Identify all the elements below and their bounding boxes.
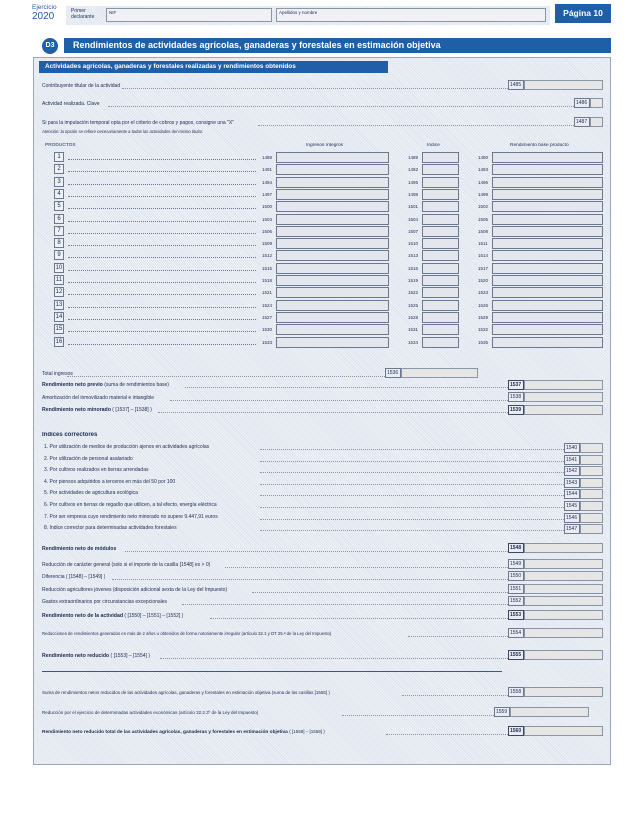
- indice-box-label: 1492: [408, 167, 419, 173]
- ingresos-box-label: 1527: [262, 314, 273, 320]
- total-input[interactable]: [524, 726, 603, 736]
- declarante-label: Primer declarante: [71, 8, 95, 20]
- indice-corrector-box: 1547: [564, 524, 580, 534]
- ingresos-box-label: 1530: [262, 327, 273, 333]
- indice-box-label: 1522: [408, 290, 419, 296]
- rend-previo-label: Rendimiento neto previo: [42, 382, 103, 388]
- product-name-input[interactable]: [68, 265, 256, 271]
- ingresos-input[interactable]: [276, 275, 389, 286]
- rendimiento-input[interactable]: [492, 238, 603, 249]
- product-row-number: 11: [55, 277, 63, 283]
- product-name-input[interactable]: [68, 289, 256, 295]
- box-1552: 1552: [508, 596, 524, 606]
- box-1486: 1486: [574, 98, 590, 108]
- ingresos-box-label: 1506: [262, 228, 273, 234]
- indice-input[interactable]: [422, 238, 459, 249]
- ingresos-box-label: 1518: [262, 278, 273, 283]
- product-name-input[interactable]: [68, 302, 256, 308]
- reduccion-322-dots: [342, 711, 494, 716]
- diferencia-label: Diferencia ( [1548] – [1549] ): [42, 574, 106, 580]
- ingresos-box-label: 1494: [262, 179, 273, 185]
- page-number-badge: Página 10: [555, 4, 611, 23]
- rend-actividad-dots: [210, 614, 508, 619]
- amortizacion-label: Amortización del inmovilizado material e intangible: [42, 395, 154, 401]
- col-ingresos-header: Ingresos íntegros: [306, 143, 344, 148]
- indice-input[interactable]: [422, 164, 459, 175]
- rendimiento-input[interactable]: [492, 226, 603, 237]
- product-row-number: 2: [54, 164, 64, 174]
- indices-heading: Índices correctores: [42, 432, 98, 438]
- product-row-number: 13: [55, 301, 63, 308]
- reduccion-322-input[interactable]: [510, 707, 589, 717]
- box-1538: 1538: [508, 392, 524, 402]
- agricultores-jovenes-input[interactable]: [524, 584, 603, 594]
- rend-actividad-label: Rendimiento neto de la actividad: [42, 613, 123, 619]
- product-row-number: 15: [55, 326, 63, 333]
- product-row-number: 3: [54, 177, 64, 187]
- indice-corrector-dots: [260, 480, 564, 485]
- indice-input[interactable]: [422, 287, 459, 298]
- indice-corrector-box: 1545: [564, 501, 580, 511]
- indice-corrector-box: 1544: [564, 489, 580, 499]
- rendimiento-input[interactable]: [492, 312, 603, 323]
- indice-corrector-box: 1542: [564, 466, 580, 476]
- rend-actividad-row: [42, 613, 183, 619]
- agricultores-jovenes-dots: [252, 588, 508, 593]
- ingresos-input[interactable]: [276, 226, 389, 237]
- imputacion-checkbox[interactable]: [590, 117, 603, 127]
- rendimiento-input[interactable]: [492, 177, 603, 188]
- reducciones-irregular-label: Reducciones de rendimientos generados en más de 2 años u obtenidos de forma notoriamente irregular (artículo 32.1 y DT 25.ª de la Ley del Impuesto): [42, 631, 332, 636]
- box-1551: 1551: [508, 584, 524, 594]
- ingresos-input[interactable]: [276, 324, 389, 335]
- box-1558: 1558: [508, 687, 524, 697]
- indice-corrector-dots: [260, 515, 564, 520]
- rendimiento-box-label: 1511: [478, 241, 488, 247]
- rend-reducido-note: ( [1553] – [1554] ): [110, 653, 151, 659]
- rendimiento-box-label: 1535: [478, 339, 489, 345]
- indice-corrector-input[interactable]: [580, 501, 603, 511]
- rendimiento-box-label: 1514: [478, 253, 489, 259]
- product-name-input[interactable]: [68, 339, 256, 345]
- box-1537: 1537: [508, 380, 524, 390]
- col-rendimiento-header: Rendimiento base producto: [510, 143, 569, 148]
- year-label: 2020: [32, 11, 55, 22]
- ingresos-box-label: 1524: [262, 302, 273, 308]
- total-ingresos-input[interactable]: [401, 368, 478, 378]
- indice-corrector-dots: [260, 445, 564, 450]
- total-label: Rendimiento neto reducido total de las actividades agrícolas, ganaderas y forestales en estimación objetiva: [42, 730, 288, 735]
- total-dots: [386, 730, 508, 735]
- indice-input[interactable]: [422, 324, 459, 335]
- rend-previo-dots: [185, 383, 508, 388]
- indice-corrector-box: 1540: [564, 443, 580, 453]
- indice-input[interactable]: [422, 152, 459, 163]
- box-1555: 1555: [508, 650, 524, 660]
- total-ingresos-dots: [67, 372, 385, 377]
- imputacion-label: Si para la imputación temporal opta por el criterio de cobros y pagos, consigne una "X": [42, 120, 234, 126]
- rend-previo-input[interactable]: [524, 380, 603, 390]
- ingresos-box-label: 1497: [262, 191, 273, 197]
- product-name-input[interactable]: [68, 179, 256, 185]
- section-title: Rendimientos de actividades agrícolas, ganaderas y forestales en estimación objetiva: [73, 40, 441, 50]
- reducciones-irregular-input[interactable]: [524, 628, 603, 638]
- rend-reducido-input[interactable]: [524, 650, 603, 660]
- rendimiento-input[interactable]: [492, 275, 603, 286]
- rend-actividad-note: ( [1550] – [1551] – [1552] ): [124, 613, 184, 619]
- diferencia-input[interactable]: [524, 571, 603, 581]
- total-ingresos-label: Total ingresos: [42, 371, 73, 377]
- indice-corrector-input[interactable]: [580, 455, 603, 465]
- product-name-input[interactable]: [68, 252, 256, 258]
- indice-corrector-label: 5. Por actividades de agricultura ecológica: [44, 490, 138, 497]
- rendimiento-box-label: 1502: [478, 204, 489, 210]
- total-note: ( [1558] – [1559] ): [289, 729, 325, 734]
- rendimiento-box-label: 1508: [478, 228, 489, 234]
- ingresos-input[interactable]: [276, 201, 389, 212]
- amortizacion-dots: [170, 396, 508, 401]
- box-1550: 1550: [508, 571, 524, 581]
- rendimiento-input[interactable]: [492, 263, 603, 274]
- atencion-note: Atención: la opción se refiere necesariamente a todas las actividades del mismo titular.: [42, 129, 204, 134]
- box-1553: 1553: [508, 610, 524, 620]
- rendimiento-input[interactable]: [492, 337, 603, 348]
- box-1549: 1549: [508, 559, 524, 569]
- product-name-input[interactable]: [68, 166, 256, 172]
- rendimiento-box-label: 1499: [478, 191, 489, 197]
- contribuyente-dots: [122, 84, 508, 89]
- indice-input[interactable]: [422, 177, 459, 188]
- col-productos-header: PRODUCTOS: [45, 143, 76, 148]
- box-1554: 1554: [508, 628, 524, 638]
- ingresos-input[interactable]: [276, 337, 389, 348]
- box-1487: 1487: [574, 117, 590, 127]
- indice-input[interactable]: [422, 263, 459, 274]
- rend-minorado-label: Rendimiento neto minorado: [42, 407, 111, 413]
- rendimiento-input[interactable]: [492, 300, 603, 311]
- subsection-title-bar: [39, 61, 388, 73]
- rend-reducido-label: Rendimiento neto reducido: [42, 653, 110, 659]
- contribuyente-label: Contribuyente titular de la actividad: [42, 83, 121, 89]
- rendimiento-box-label: 1529: [478, 314, 489, 320]
- ingresos-input[interactable]: [276, 177, 389, 188]
- product-row-number: 10: [55, 264, 63, 271]
- rendimiento-box-label: 1532: [478, 327, 489, 333]
- indice-corrector-input[interactable]: [580, 489, 603, 499]
- nif-label: NIF: [109, 10, 117, 15]
- rendimiento-box-label: 1496: [478, 179, 489, 185]
- actividad-dots: [108, 102, 574, 107]
- box-1485: 1485: [508, 80, 524, 90]
- suma-input[interactable]: [524, 687, 603, 697]
- reduccion-general-input[interactable]: [524, 559, 603, 569]
- indice-input[interactable]: [422, 250, 459, 261]
- indice-input[interactable]: [422, 337, 459, 348]
- contribuyente-input[interactable]: [524, 80, 603, 90]
- rendimiento-input[interactable]: [492, 324, 603, 335]
- indice-box-label: 1519: [408, 278, 419, 283]
- product-name-input[interactable]: [68, 240, 256, 246]
- indice-corrector-label: 8. Índice corrector para determinadas actividades forestales: [44, 525, 177, 532]
- product-row-number: 5: [54, 201, 64, 211]
- product-row-number: 16: [55, 338, 63, 345]
- section-divider: [42, 671, 502, 672]
- indice-box-label: 1489: [408, 155, 419, 160]
- rendimiento-input[interactable]: [492, 164, 603, 175]
- indice-box-label: 1525: [408, 302, 419, 308]
- section-code-badge: D3: [42, 38, 58, 54]
- indice-box-label: 1534: [408, 339, 419, 345]
- ingresos-input[interactable]: [276, 263, 389, 274]
- indice-box-label: 1498: [408, 191, 419, 197]
- ingresos-input[interactable]: [276, 287, 389, 298]
- ingresos-input[interactable]: [276, 164, 389, 175]
- rend-minorado-dots: [158, 408, 508, 413]
- rendimiento-box-label: 1517: [478, 265, 489, 271]
- indice-corrector-input[interactable]: [580, 478, 603, 488]
- product-name-input[interactable]: [68, 326, 256, 332]
- rendimiento-input[interactable]: [492, 189, 603, 200]
- indice-box-label: 1513: [408, 253, 419, 259]
- header-ejercicio-block: [32, 4, 62, 24]
- rendimiento-box-label: 1493: [478, 167, 489, 173]
- rend-modulos-input[interactable]: [524, 543, 603, 553]
- product-row-number: 4: [54, 189, 64, 199]
- imputacion-dots: [258, 121, 574, 126]
- agricultores-jovenes-label: Reducción agricultores jóvenes (disposición adicional sexta de la Ley del Impuesto): [42, 587, 228, 593]
- indice-input[interactable]: [422, 214, 459, 225]
- product-name-input[interactable]: [68, 314, 256, 320]
- indice-corrector-dots: [260, 503, 564, 508]
- suma-label: Suma de rendimientos netos reducidos de las actividades agrícolas, ganaderas y forestales en estimación objetiva (suma de las casillas [1555] ): [42, 690, 330, 695]
- rend-minorado-row: [42, 407, 152, 413]
- product-name-input[interactable]: [68, 191, 256, 197]
- col-indice-header: Índice: [427, 143, 440, 148]
- indice-box-label: 1507: [408, 228, 419, 234]
- ingresos-box-label: 1533: [262, 339, 273, 345]
- product-row-number: 8: [54, 238, 64, 248]
- rendimiento-box-label: 1520: [478, 278, 489, 283]
- rendimiento-input[interactable]: [492, 152, 603, 163]
- product-name-input[interactable]: [68, 228, 256, 234]
- ingresos-box-label: 1521: [262, 290, 273, 296]
- box-1560: 1560: [508, 726, 524, 736]
- indice-corrector-label: 6. Por cultivos en tierras de regadío que utilicen, a tal efecto, energía eléctrica: [44, 502, 217, 508]
- rendimiento-box-label: 1523: [478, 290, 489, 296]
- ingresos-input[interactable]: [276, 214, 389, 225]
- ingresos-box-label: 1500: [262, 204, 273, 210]
- ingresos-box-label: 1491: [262, 167, 273, 173]
- rend-previo-row: [42, 382, 169, 388]
- suma-dots: [402, 691, 508, 696]
- indice-input[interactable]: [422, 189, 459, 200]
- product-row-number: 6: [54, 214, 64, 224]
- rend-actividad-input[interactable]: [524, 610, 603, 620]
- reduccion-322-label: Reducción por el ejercicio de determinadas actividades económicas (artículo 32.2.3º de la Ley del Impuesto): [42, 710, 259, 715]
- amortizacion-input[interactable]: [524, 392, 603, 402]
- product-row-number: 14: [55, 313, 63, 320]
- rend-reducido-dots: [160, 654, 508, 659]
- ejercicio-label: Ejercicio: [32, 4, 57, 11]
- indice-input[interactable]: [422, 275, 459, 286]
- indice-box-label: 1495: [408, 179, 419, 185]
- ingresos-input[interactable]: [276, 189, 389, 200]
- rend-minorado-note: ( [1537] – [1538] ): [112, 407, 152, 413]
- indice-box-label: 1504: [408, 216, 419, 222]
- header-declarante-bar: [66, 6, 550, 25]
- actividad-input[interactable]: [590, 98, 603, 108]
- nif-field[interactable]: [106, 8, 272, 22]
- rendimiento-box-label: 1505: [478, 216, 489, 222]
- indice-corrector-label: 7. Por ser empresa cuyo rendimiento neto minorado no supere 9.447,91 euros: [44, 513, 218, 520]
- indice-corrector-input[interactable]: [580, 513, 603, 523]
- rendimiento-box-label: 1490: [478, 155, 489, 160]
- indice-box-label: 1510: [408, 241, 419, 247]
- reduccion-general-label: Reducción de carácter general (solo si el importe de la casilla [1548] es > 0): [42, 562, 211, 568]
- product-name-input[interactable]: [68, 154, 256, 160]
- indice-corrector-label: 1. Por utilización de medios de producción ajenos en actividades agrícolas: [44, 444, 210, 450]
- product-name-input[interactable]: [68, 203, 256, 209]
- ingresos-input[interactable]: [276, 238, 389, 249]
- ingresos-box-label: 1509: [262, 241, 273, 247]
- indice-corrector-box: 1546: [564, 513, 580, 523]
- indice-corrector-dots: [260, 526, 564, 531]
- rendimiento-input[interactable]: [492, 214, 603, 225]
- rend-reducido-row: [42, 653, 150, 659]
- box-1539: 1539: [508, 405, 524, 415]
- gastos-extra-input[interactable]: [524, 596, 603, 606]
- total-row: [42, 729, 325, 735]
- ingresos-input[interactable]: [276, 250, 389, 261]
- ingresos-box-label: 1488: [262, 155, 273, 160]
- indice-corrector-dots: [260, 457, 564, 462]
- indice-corrector-label: 4. Por piensos adquiridos a terceros en más del 50 por 100: [44, 478, 176, 485]
- indice-input[interactable]: [422, 201, 459, 212]
- rendimiento-input[interactable]: [492, 250, 603, 261]
- apellidos-field[interactable]: [276, 8, 546, 22]
- indice-corrector-label: 3. Por cultivos realizados en tierras arrendadas: [44, 467, 149, 474]
- ingresos-input[interactable]: [276, 152, 389, 163]
- actividad-label: Actividad realizada. Clave: [42, 101, 100, 107]
- product-name-input[interactable]: [68, 277, 256, 283]
- rendimiento-box-label: 1526: [478, 302, 489, 308]
- product-row-number: 9: [54, 250, 64, 260]
- product-row-number: 12: [55, 289, 63, 296]
- box-1548: 1548: [508, 543, 524, 553]
- rend-modulos-dots: [125, 547, 508, 552]
- indice-corrector-input[interactable]: [580, 443, 603, 453]
- indice-corrector-input[interactable]: [580, 466, 603, 476]
- reducciones-irregular-dots: [408, 632, 508, 637]
- indice-box-label: 1516: [408, 265, 419, 271]
- rend-minorado-input[interactable]: [524, 405, 603, 415]
- rendimiento-input[interactable]: [492, 287, 603, 298]
- ingresos-box-label: 1515: [262, 265, 273, 271]
- indice-input[interactable]: [422, 300, 459, 311]
- indice-corrector-label: 2. Por utilización de personal asalariado: [44, 455, 133, 462]
- rend-previo-note: (suma de rendimientos base): [104, 382, 169, 388]
- diferencia-dots: [112, 575, 508, 580]
- rend-modulos-label: Rendimiento neto de módulos: [42, 546, 117, 552]
- box-1559: 1559: [494, 707, 510, 717]
- indice-corrector-box: 1543: [564, 478, 580, 488]
- indice-corrector-dots: [260, 468, 564, 473]
- ingresos-input[interactable]: [276, 300, 389, 311]
- gastos-extra-label: Gastos extraordinarios por circunstancias excepcionales: [42, 599, 168, 605]
- ingresos-box-label: 1512: [262, 253, 273, 259]
- apellidos-label: Apellidos y nombre: [279, 10, 318, 15]
- indice-box-label: 1531: [408, 327, 419, 333]
- indice-box-label: 1501: [408, 204, 419, 210]
- rendimiento-input[interactable]: [492, 201, 603, 212]
- reduccion-general-dots: [225, 563, 508, 568]
- product-row-number: 7: [54, 226, 64, 236]
- indice-box-label: 1528: [408, 314, 419, 320]
- indice-corrector-dots: [260, 491, 564, 496]
- subsection-title: Actividades agrícolas, ganaderas y forestales realizadas y rendimientos obtenidos: [45, 63, 296, 70]
- indice-corrector-input[interactable]: [580, 524, 603, 534]
- ingresos-box-label: 1503: [262, 216, 273, 222]
- product-row-number: 1: [54, 152, 64, 162]
- ingresos-input[interactable]: [276, 312, 389, 323]
- section-title-bar: [64, 38, 611, 53]
- product-name-input[interactable]: [68, 216, 256, 222]
- gastos-extra-dots: [182, 600, 508, 605]
- indice-corrector-box: 1541: [564, 455, 580, 465]
- indice-input[interactable]: [422, 226, 459, 237]
- box-1536: 1536: [385, 368, 401, 378]
- indice-input[interactable]: [422, 312, 459, 323]
